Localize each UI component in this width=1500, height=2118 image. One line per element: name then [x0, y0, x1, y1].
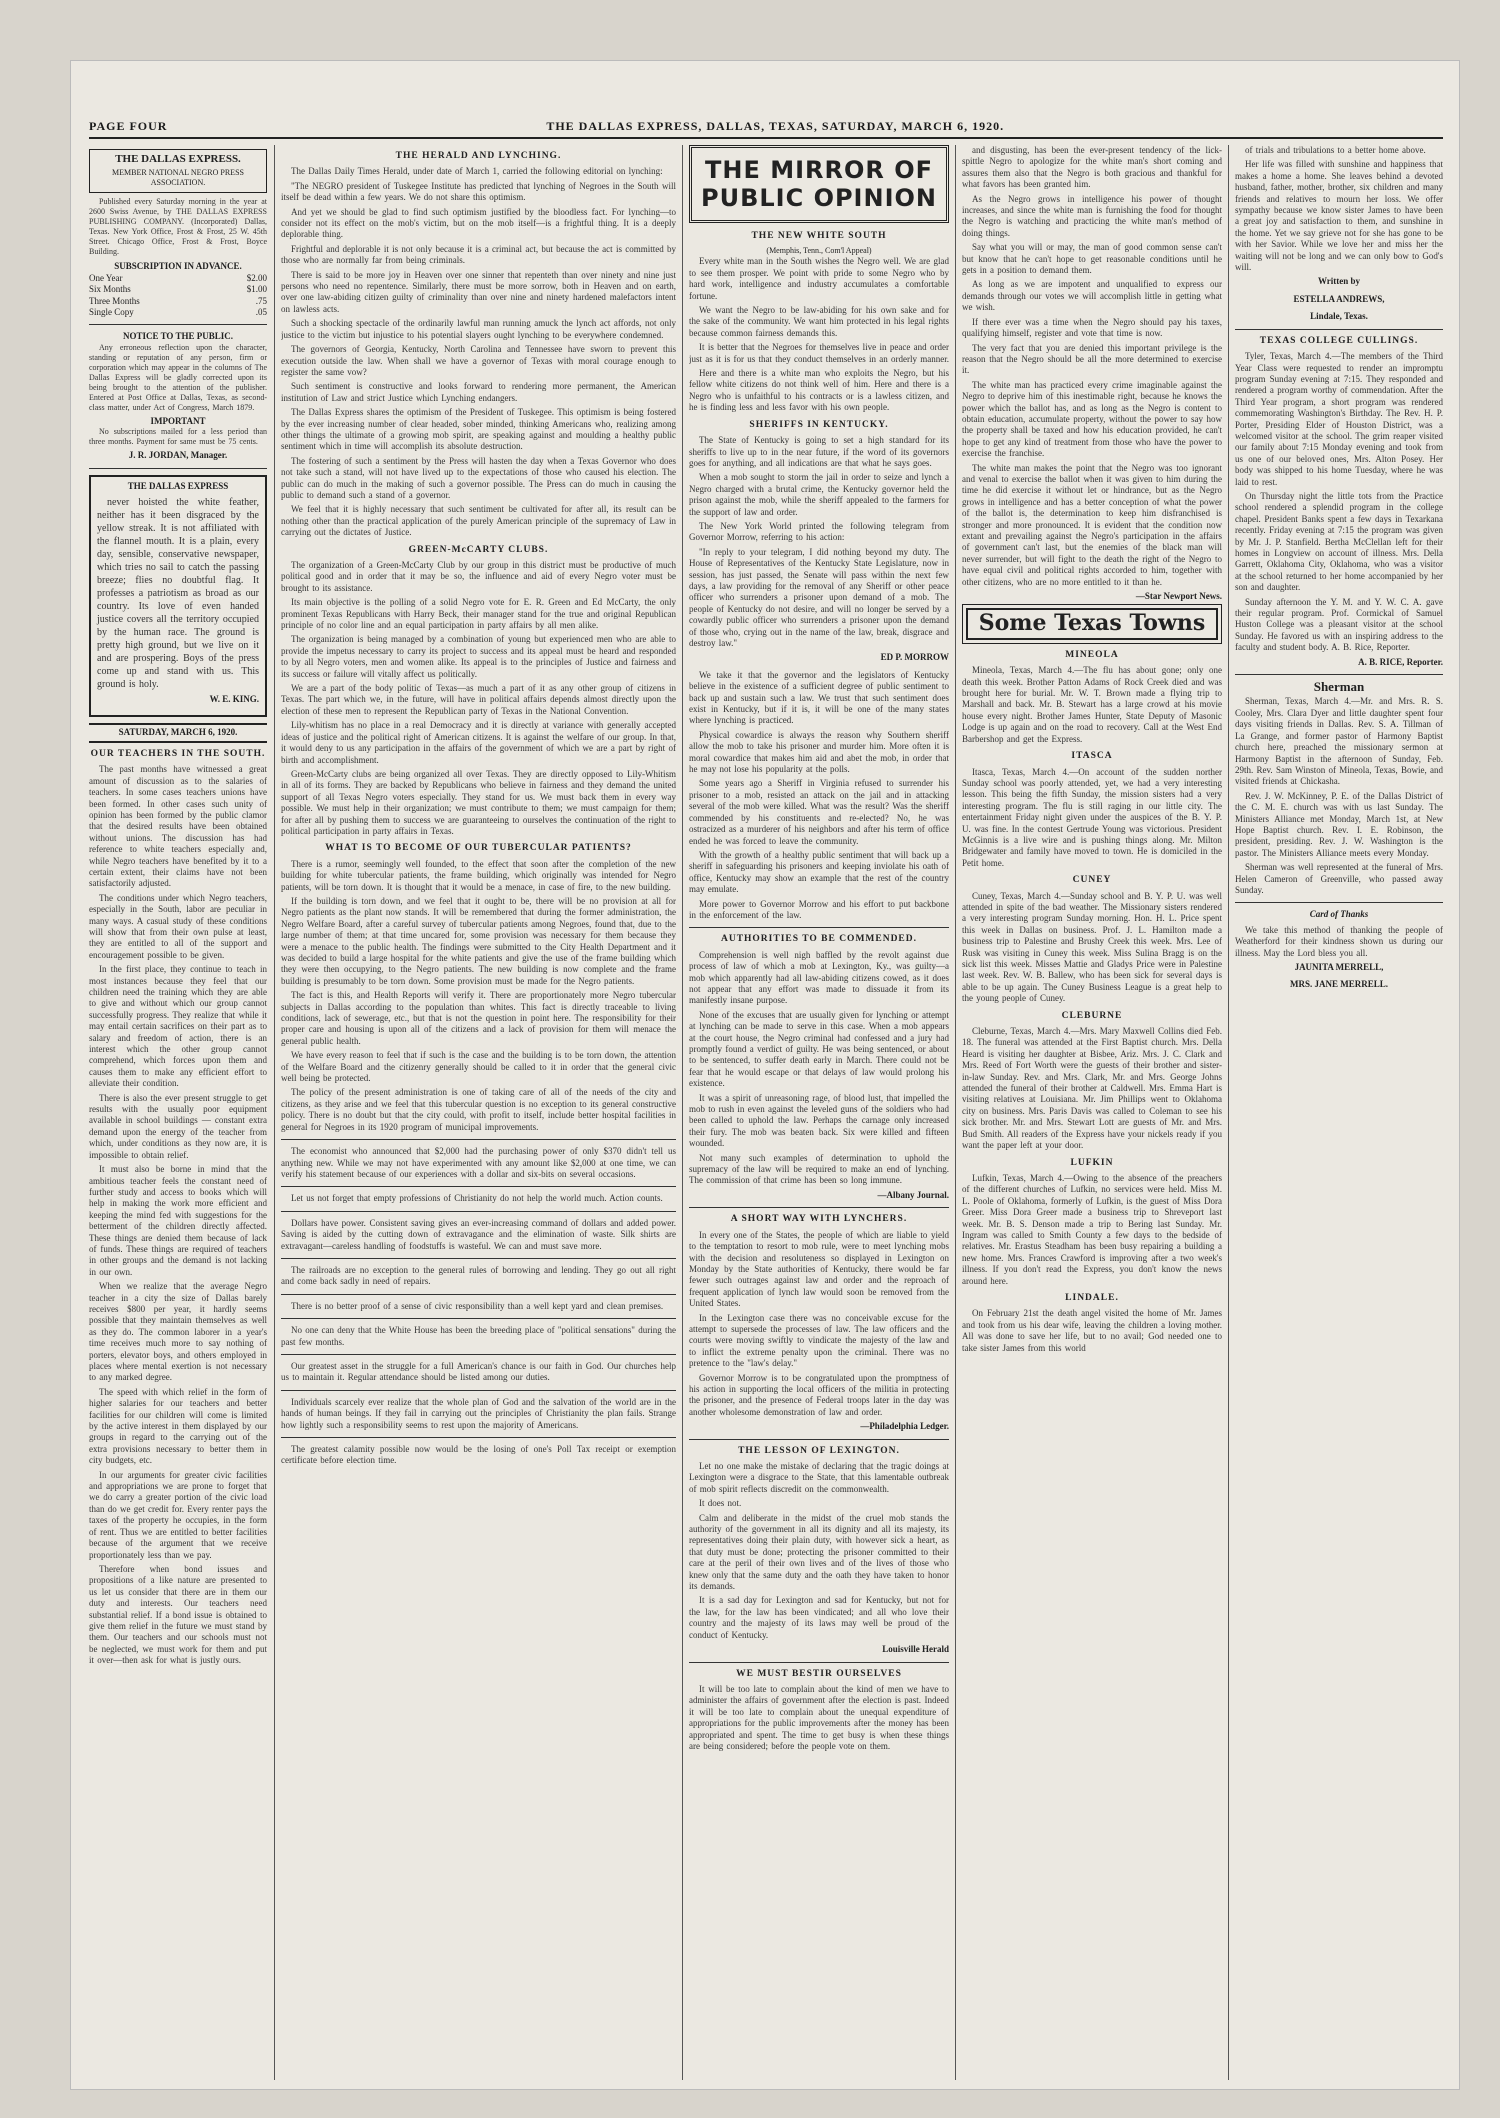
lindale-article: On February 21st the death angel visited the home of Mr. James and took from us his dear wife, leaving the children a loving mother. All was done to save her life, but to no avail; God needed one to take sister James from this world: [962, 1308, 1222, 1353]
lexington-heading: THE LESSON OF LEXINGTON.: [738, 1445, 900, 1456]
cuney-article: Cuney, Texas, March 4.—Sunday school and B. Y. P. U. was well attended in spite of the bad weather. The Missionary sisters rendered a very interesting program Sunday morning. Hon. H. L. Price spent this week in Dallas on business. Prof. J. L. Hamilton made a business trip to Palestine and Brushy Creek this week. Mrs. Lee of Rusk was visiting in Cuney this week. Miss Sulina Bragg is on the sick list this week. Misses Mattie and Gladys Price were in Palestine last week. Rev. W. B. Ballew, who has been sick for several days is able to be up again. The Cuney Business League is a great help to the young people of Cuney.: [962, 890, 1222, 1004]
subscription-label: Three Months: [89, 295, 140, 306]
mineola-heading: MINEOLA: [1065, 649, 1119, 660]
written-by-label: Written by: [1317, 276, 1361, 287]
itasca-heading: ITASCA: [1071, 751, 1113, 762]
mirror-title: THE MIRROR OF PUBLIC OPINION: [689, 145, 949, 223]
author-location: Lindale, Texas.: [1310, 311, 1368, 322]
subscription-row: [89, 296, 267, 307]
lexington-article: Let no one make the mistake of declaring that the tragic doings at Lexington were a disgrace to the State, that this lamentable outbreak of mob spirit reflects discredit on the commonwealth. It does not. Calm and deliberate in the midst of the cruel mob stands the authority of the government in all its dignity and all its majesty, its representatives doing their plain duty, with however sick a heart, as that duty must be done; protecting the prisoner committed to their care at the peril of their own lives and of the lives of those who knew only that the same duty and the oath they have taken to honor its demands. It is a sad day for Lexington and sad for Kentucky, but not for the law, for the law has been vindicated; and all who love their country and the majesty of its laws may well be proud of the conduct of Kentucky.: [689, 1461, 949, 1640]
lufkin-heading: LUFKIN: [1070, 1157, 1114, 1168]
editorial-date: SATURDAY, MARCH 6, 1920.: [89, 723, 267, 742]
author-name: ESTELLA ANDREWS,: [1293, 293, 1385, 304]
column-3: [689, 145, 949, 2080]
subscription-price: .75: [255, 295, 267, 306]
white-south-article: Every white man in the South wishes the Negro well. We are glad to see them prosper. We point with pride to some Negro who by hard work, intelligence and industry accumulates a comfortable fortune. We want the Negro to be law-abiding for his own sake and for the sake of the community. We want him protected in his legal rights because common fairness demands this. It is better that the Negroes for themselves live in peace and order just as it is for us that they conduct themselves in an orderly manner. Here and there is a white man who exploits the Negro, but his fellow white citizens do not think well of him. Here and there is a Negro who is unfaithful to his contracts or is a lawless citizen, and he is finding less and less favor with his own people.: [689, 256, 949, 413]
philly-source: —Philadelphia Ledger.: [860, 1421, 949, 1432]
lufkin-article: Lufkin, Texas, March 4.—Owing to the absence of the preachers of the different churches of Lufkin, no services were held. Miss M. L. Poole of Oklahoma, formerly of Lufkin, is the guest of Miss Dora Greer. Miss Dora Greer made a business trip to Shreveport last week. Mr. B. S. Denson made a trip to Bering last Sunday. Mr. Ingram was called to Smith County a few days to the bedside of relatives. Mr. Erastus Steadham has been busy repairing a building a new home. Mrs. Frances Crawford is improving after a two week's illness. If you don't read the Express, you don't know the news around here.: [962, 1172, 1222, 1286]
lindale-article-cont: of trials and tribulations to a better home above. Her life was filled with sunshine and happiness that makes a home a home. She leaves behind a devoted husband, father, mother, brother, six children and many friends and relatives to mourn her loss. We offer sympathy because we know sister James to have been a great joy and satisfaction to them, and sunshine in the home. Yet we say grieve not for she has gone to be with her Savior. While we love her and miss her the waiting will not be long and we can only bow to God's will.: [1235, 145, 1443, 273]
green-mccarty-heading: GREEN-McCARTY CLUBS.: [408, 544, 549, 555]
cleburne-article: Cleburne, Texas, March 4.—Mrs. Mary Maxwell Collins died Feb. 18. The funeral was attended at the First Baptist church. Mrs. Della Heard is visiting her daughter at Bisbee, Ariz. Mrs. J. C. Clark and Mrs. Reed of Fort Worth were the guests of their brother and sister-in-law Sunday. Rev. and Mrs. Clark, Mr. and Mrs. George Johns attended the funeral of their brother at Caldwell. Mrs. Emma Hart is visiting relatives at Louisiana. Mr. Jim Phillips went to Oklahoma city on business. Mrs. Paris Davis was called to Coleman to see his sick brother. Mr. and Mrs. Stewart Lott are guests of Mr. and Mrs. Bud Smith. All readers of the Express have your nickels ready if you want the paper left at your door.: [962, 1026, 1222, 1151]
paper-nameplate: [89, 149, 267, 193]
express-box-text: never hoisted the white feather, neither has it been disgraced by the yellow streak. It is not affiliated with the flannel mouth. It is a plain, every day, sensible, conservative newspaper, which tries no sail to catch the passing breeze; flies no doubtful flag. It professes a patriotism as broad as our country. Its love of even handed justice covers all the territory occupied by the human race. The ground is pretty high ground, but we live on it and are prospering. Boys of the press come up and stand with us. This ground is holy.: [97, 497, 259, 691]
column-2: [281, 145, 676, 2080]
publisher-info: Published every Saturday morning in the year at 2600 Swiss Avenue, by THE DALLAS EXPRESS PUBLISHING COMPANY. (Incorporated) Dallas, Texas. New York Office, Frost & Frost, 25 W. 45th Street. Chicago Office, Frost & Frost, Boyce Building.: [89, 197, 267, 257]
sheriffs-heading: SHERIFFS IN KENTUCKY.: [749, 419, 889, 430]
express-box-signature: W. E. KING.: [209, 694, 259, 705]
important-heading: IMPORTANT: [150, 415, 206, 426]
short-way-heading: A SHORT WAY WITH LYNCHERS.: [730, 1214, 908, 1225]
college-article: Tyler, Texas, March 4.—The members of the Third Year Class were requested to render an impromptu program Sunday evening at 7:15. They responded and rendered a program worthy of commendation. After the Third Year program, a short program was rendered commemorating Washington's Birthday. The Rev. H. P. Porter, Presiding Elder of Houston District, was a welcomed visitor at the school. The grim reaper visited our family about 7:15 Monday evening and took from us one of our beloved ones, Mrs. Alton Posey. Her body was shipped to his home Tuesday, where he was laid to rest. On Thursday night the little tots from the Practice school rendered a splendid program in the college chapel. President Banks spent a few days in Texarkana recently. Friday evening at 7:15 the program was given by Mr. J. P. Stanfield. Bertha McClellan left for their homes in Longview on account of illness. Mrs. Della Garrett, Oklahoma City, Oklahoma, who was a visitor at the school returned to her home accompanied by her son and daughter. Sunday afternoon the Y. M. and Y. W. C. A. gave their regular program. Prof. Cormickal of Samuel Huston College was a pleasant visitor at the school Sunday. He favored us with an inspiring address to the faculty and student body. A. B. Rice, Reporter.: [1235, 351, 1443, 653]
notice-heading: NOTICE TO THE PUBLIC.: [122, 331, 234, 342]
teachers-article: The past months have witnessed a great amount of discussion as to the salaries of teachers. In some cases teachers unions have been formed. In other cases such unity of opinion has been formed by the public clamor that the desired results have been obtained without unions. The discussion has had reference to white teachers especially and, while Negro teachers have benefited by it to a certain extent, their claims have not been satisfactorily adjusted. The conditions under which Negro teachers, especially in the South, labor are peculiar in many ways. A casual study of these conditions will show that from their own pulse at least, they are entitled to all of the support and encouragement possible to be given. In the first place, they continue to teach in most instances because they feel that our children need the training which they are able to give and without which our group cannot successfully progress. They realize that while it may entail certain sacrifices on their part as to salary and freedom of action, there is an interest which the other group cannot comprehend, which forces upon them and causes them to make any efficient effort to alleviate their condition. There is also the ever present struggle to get results with the usually poor equipment available in school buildings — constant extra demand upon the energy of the teacher from which, under conditions as they now are, it is impossible to obtain relief. It must also be borne in mind that the ambitious teacher feels the constant need of further study and access to books which will help in making the work more efficient and keeping the mind fed with suggestions for the betterment of the children directly affected. These things are denied them because of lack of funds. These things are required of teachers in other groups and the demand is not lacking in our own. When we realize that the average Negro teacher in a city the size of Dallas barely receives $800 per year, it hardly seems possible that they maintain themselves as well as they do. The common laborer in a year's time receives much more to say nothing of porters, elevator boys, and others employed in places where mental exertion is not necessary to any marked degree. The speed with which relief in the form of higher salaries for our teachers and better facilities for our children will come is limited by the active interest in them displayed by our groups in regard to the carrying out of the extra provisions necessary to better them in city budgets, etc. In our arguments for greater civic facilities and appropriations we are prone to forget that we do carry a greater portion of the civic load than do we get credit for. Every renter pays the taxes of the property he occupies, in the form of rent. Thus we are entitled to better facilities because of the argument that we receive proportionately less than we pay. Therefore when bond issues and propositions of a like nature are presented to us let us consider that there are in them our duty and interests. Our teachers need substantial relief. If a bond issue is obtained to give them relief in the future we must stand by them. Our teachers and our schools must not be neglected, we must work for them and put it over—then ask for what is justly ours.: [89, 764, 267, 1666]
sherman-heading: Sherman: [1313, 679, 1365, 695]
column-5: [1235, 145, 1443, 2080]
tubercular-article: There is a rumor, seemingly well founded, to the effect that soon after the completion of the new building for white tubercular patients, the frame building, which originally was intended for Negro patients, will be torn down. It is thought that it would be a menace, in case of fire, to the new building. If the building is torn down, and we feel that it ought to be, there will be no provision at all for Negro patients as the plant now stands. It will be remembered that during the former administration, the Negro Welfare Board, after a careful survey of tubercular patients among Negroes, found that, due to the large number of them; at that time uncared for, some provision was necessary for them because they were a menace to the public health. The findings were submitted to the City Health Department and it was decided to build a large hospital for the white patients and give the use of the frame building which they were then occupying, to the Negro patients. The new building is now complete and the frame building is presumably to be torn down. Some provision must be made for the Negro patients. The fact is this, and Health Reports will verify it. There are proportionately more Negro tubercular subjects in Dallas according to the population than whites. This fact is directly traceable to living conditions, lack of sewerage, etc., but that is not the question in point here. The responsibility for their proper care and housing is upon all of the citizens and a lack of provision for them will menace the general public health. We have every reason to feel that if such is the case and the building is to be torn down, the attention of the Welfare Board and the citizenry generally should be called to it in order that the general civic well being be protected. The policy of the present administration is one of taking care of all of the needs of the city and citizens, as they arise and we feel that this tubercular question is no exception to its general constructive policy. There is no doubt but that the city could, with profit to itself, include better hospital facilities in general for Negroes in its 1920 program of municipal improvements. The economist who announced that $2,000 had the purchasing power of only $370 didn't tell us anything new. While we may not have experimented with any amount like $2,000 at one time, we can verify his statement because of our experiences with a dollar and six-bits on several occasions. Let us not forget that empty professions of Christianity do not help the world much. Action counts. Dollars have power. Consistent saving gives an ever-increasing command of dollars and added power. Saving is aided by the cutting down of extravagance and the elimination of waste. Silk shirts are extravagant—careless handling of foodstuffs is wasteful. We can and must save more. The railroads are no exception to the general rules of borrowing and lending. They go out all right and come back sadly in need of repairs. There is no better proof of a sense of civic responsibility than a well kept yard and clean premises. No one can deny that the White House has been the breeding place of "political sensations" during the past few months. Our greatest asset in the struggle for a full American's chance is our faith in God. Our churches help us to maintain it. Regular attendance should be listed among our duties. Individuals scarcely ever realize that the whole plan of God and the salvation of the world are in the hands of human beings. If they fail in carrying out the principles of Christianity the plan fails. Strange how lightly such a responsibility seems to rest upon the majority of Americans. The greatest calamity possible now would be the losing of one's Poll Tax receipt or exemption certificate before election time.: [281, 858, 676, 1466]
bestir-heading: WE MUST BESTIR OURSELVES: [736, 1668, 902, 1679]
subscription-label: One Year: [89, 272, 123, 283]
express-box-title: THE DALLAS EXPRESS: [127, 480, 229, 491]
herald-article: The Dallas Daily Times Herald, under date of March 1, carried the following editorial on lynching: "The NEGRO president of Tuskegee Institute has predicted that lynching of Negroes in the South will itself be dead within a few years. We do not share this optimism. And yet we should be glad to find such optimism justified by the bloodless fact. For lynching—to consider not its effect on the mob's victim, but on the mob itself—is a frightful thing. It is a deeply deplorable thing. Frightful and deplorable it is not only because it is a criminal act, but because the act is committed by those who are normally far from being criminals. There is said to be more joy in Heaven over one sinner that repenteth than over ninety and nine just persons who need no repentence. Similarly, there must be more sorrow, both in Heaven and on earth, over one law-abiding citizen guilty of criminality than over nine and ninety hardened malefactors intent on lawless acts. Such a shocking spectacle of the ordinarily lawful man running amuck the lynch act affords, not only justice to the victim but injustice to his potential slayers ought lynching to be everywhere condemned. The governors of Georgia, Kentucky, North Carolina and Tennessee have sworn to prevent this execution outside the law. When shall we have a governor of Texas with moral courage enough to register the same vow? Such sentiment is constructive and looks forward to rendering more permanent, the American institution of Law and strict Justice which Lynching endangers. The Dallas Express shares the optimism of the President of Tuskegee. This optimism is being fostered by the ever increasing number of clear headed, sober minded, thinking Americans who, realizing among other things the ultimate of a growing mob spirit, are speaking against and moulding a healthy public sentiment which in time will accomplish its absolute destruction. The fostering of such a sentiment by the Press will hasten the day when a Texas Governor who does not take such a stand, will not have lived up to the expectations of those who caused his election. The public can do much in the making of such a governor possible. The Press can do much in causing the public to demand such a stand of a governor. We feel that it is highly necessary that such sentiment be cultivated for after all, its result can be nothing other than the practical application of the purely American principle of the supremacy of Law in carrying out the dictates of Justice.: [281, 166, 676, 538]
subscription-label: Single Copy: [89, 307, 134, 318]
manager-line: J. R. JORDAN, Manager.: [128, 450, 228, 461]
column-1: [89, 145, 267, 2080]
authorities-article: Comprehension is well nigh baffled by the revolt against due process of law of which a mob at Lexington, Ky., was guilty—a mob which apparently had all law-abiding citizens cowed, as it does not appear that any effort was made to dissuade it from its manifestly insane purpose. None of the excuses that are usually given for lynching or attempt at lynching can be made to serve in this case. When a mob appears at the court house, the Negro criminal had confessed and a jury had promptly found a verdict of guilty. He was being sentenced, or about to be sentenced, to suffer death early in March. There could not be fear that he would escape or that delays of law would prolong his existence. It was a spirit of unreasoning rage, of blood lust, that impelled the mob to rush in even against the leveled guns of the soldiers who had been called to uphold the law. Perhaps the carnage only increased their fury. The mob was beaten back. Six were killed and fifteen wounded. Not many such examples of determination to uphold the supremacy of the law will be required to make an end of lynching. The commission of that crime has been so long immune.: [689, 949, 949, 1186]
thanks-sig-1: JAUNITA MERRELL,: [1294, 962, 1384, 972]
cleburne-heading: CLEBURNE: [1061, 1010, 1123, 1021]
bestir-article: It will be too late to complain about the kind of men we have to administer the affairs of government after the election is past. Indeed it will be too late to complain about the unequal expenditure of appropriations for the public improvements after the money has been appropriated and spent. The time to get busy is when these things are being considered; before the people vote on them.: [689, 1683, 949, 1751]
subscription-price: $2.00: [246, 272, 267, 283]
subscription-row: [89, 284, 267, 295]
notice-text: Any erroneous reflection upon the character, standing or reputation of any person, firm or corporation which may appear in the columns of The Dallas Express will be gladly corrected upon its being brought to the attention of the publisher. Entered at Post Office at Dallas, Texas, as second-class matter, under Act of Congress, March 1879.: [89, 342, 267, 412]
masthead-title: THE DALLAS EXPRESS, DALLAS, TEXAS, SATURDAY, MARCH 6, 1920.: [546, 119, 1005, 133]
subscription-label: Six Months: [89, 284, 131, 295]
white-south-heading: THE NEW WHITE SOUTH: [751, 231, 887, 241]
negro-article: and disgusting, has been the ever-present tendency of the lick-spittle Negro to apologize for the white man's short coming and assures them also that the Negro is both gracious and thankful for what favors has been granted him. As the Negro grows in intelligence his power of thought increases, and since the white man is furnishing the food for thought the Negro is watching and practicing the white man's method of doing things. Say what you will or may, the man of good common sense can't but know that he can't hope to get reasonable conditions until he gets in a position to demand them. As long as we are impotent and unqualified to express our demands through our votes we will accomplish little in getting what we wish. If there ever was a time when the Negro should pay his taxes, qualifying himself, register and vote that time is now. The very fact that you are denied this important privilege is the reason that the Negro should be all the more determined to exercise it. The white man has practiced every crime imaginable against the Negro to deprive him of this inestimable right, because he knows the power which the ballot has, and as long as the Negro is content to obtain education, accumulate property, without the power to say how the property shall be taxed and how his education provided, he can't hope to get any kind of treatment from those who have the power to exercise the franchise. The white man makes the point that the Negro was too ignorant and venal to exercise the ballot when it was given to him during the time he did exercise it without let or hindrance, but as the Negro grows in intelligence and has a better conception of what the power of the ballot is, the determination to keep him disfranchised is stronger and more pronounced. It is evident that the condition now extant and prevailing against the Negro's participation in the affairs of government can't last, but the enemies of the black man will never surrender, but will fight to the death the right of the Negro to have equal civil and political rights accorded to him, together with other citizens, who are no more entitled to it than he.: [962, 145, 1222, 587]
subscription-table: [89, 273, 267, 319]
college-heading: TEXAS COLLEGE CULLINGS.: [1259, 335, 1419, 346]
green-mccarty-article: The organization of a Green-McCarty Club by our group in this district must be productive of much political good and in order that it may be so, the influence and aid of every Negro voter must be brought to its assistance. Its main objective is the polling of a solid Negro vote for E. R. Green and Ed McCarty, the only prominent Texas Republicans with Harry Beck, their manager stand for the true and original Republican principle of no color line and an equal participation in party affairs by all men alike. The organization is being managed by a combination of young but experienced men who are able to provide the impetus necessary to carry its project to success and its appeal must be heard and responded to by all Negro voters, men and women alike. Its appeal is to the principles of Justice and fairness and its success or failure will vitally affect us politically. We are a part of the body politic of Texas—as much a part of it as any other group of citizens in Texas. The part which we, in the future, will have in political affairs depends almost directly upon the election of these men to represent the Republican party of Texas in the National Convention. Lily-whitism has no place in a real Democracy and it is directly at variance with generally accepted ideas of justice and the political right of American citizens. It is against the welfare of our group. In that, it would deny to us any participation in the affairs of the government of which we are a part by right of birth and accomplishment. Green-McCarty clubs are being organized all over Texas. They are directly opposed to Lily-Whitism in all of its forms. They are backed by Republicans who believe in fairness and they demand the united support of all Texas Negro voters especially. They stand for us. We must back them in every way possible. We must help in their organization; we must contribute to them; we must campaign for them; for after all by pushing them to success we are guaranteeing to ourselves the continuation of the right to political participation in party affairs in Texas.: [281, 560, 676, 836]
press-membership: MEMBER NATIONAL NEGRO PRESS ASSOCIATION.: [112, 168, 244, 188]
paper-name: THE DALLAS EXPRESS.: [115, 153, 241, 165]
column-4: [962, 145, 1222, 2080]
authorities-heading: AUTHORITIES TO BE COMMENDED.: [720, 934, 918, 945]
thanks-sig-2: MRS. JANE MERRELL.: [1289, 979, 1388, 990]
texas-towns-header: Some Texas Towns: [966, 608, 1218, 639]
sheriffs-article: The State of Kentucky is going to set a high standard for its sheriffs to live up to in the near future, if the word of its governors goes for anything, and all indications are that what he says goes. When a mob sought to storm the jail in order to seize and lynch a Negro charged with a brutal crime, the Kentucky governor held the prison against the mob, while the sheriff appealed to the farmers for the support of law and order. The New York World printed the following telegram from Governor Morrow, referring to his action: "In reply to your telegram, I did nothing beyond my duty. The House of Representatives of the Kentucky State Legislature, now in session, has just passed, the Senate will pass within the next few days, a law providing for the removal of any Sheriff or other peace officer who surrenders a prisoner upon demand of a mob. The people of Kentucky do not desire, and will no longer be served by a cowardly public officer who surrenders a prisoner upon the demand of those who, crying out in the name of the law, break, disgrace and destroy law.": [689, 435, 949, 648]
reporter-sig: A. B. RICE, Reporter.: [1358, 656, 1443, 667]
subscription-row: [89, 307, 267, 318]
louisville-source: Louisville Herald: [882, 1644, 949, 1655]
lindale-heading: LINDALE.: [1065, 1292, 1119, 1303]
sherman-article: Sherman, Texas, March 4.—Mr. and Mrs. R. S. Cooley, Mrs. Clara Dyer and little daughter spent four days visiting friends in Dallas. Rev. S. A. Tillman of La Grange, and former pastor of Harmony Baptist church here, preached the missionary sermon at Harmony Baptist in the afternoon of Sunday, Feb. 29th. Rev. Sam Winston of Mineola, Texas, Bowie, and visited friends at Chickasha. Rev. J. W. McKinney, P. E. of the Dallas District of the C. M. E. church was with us last Sunday. The Ministers Alliance met Monday, March 1st, at New Hope Baptist church. Rev. I. E. Robinson, the president, presiding. Rev. J. W. Washington is the pastor. The Ministers Alliance meets every Monday. Sherman was well represented at the funeral of Mrs. Helen Cameron of Greenville, who passed away Sunday.: [1235, 696, 1443, 895]
thanks-article: We take this method of thanking the people of Weatherford for their kindness shown us during our illness. May the Lord bless you all.: [1235, 924, 1443, 958]
star-news-source: —Star Newport News.: [1135, 591, 1222, 602]
thanks-heading: Card of Thanks: [1309, 909, 1369, 920]
sheriffs-article-cont: We take it that the governor and the legislators of Kentucky believe in the existence of a sufficient degree of public sentiment to back up and sustain such a law. We trust that such sentiment does exist in Kentucky, but if it is, it will be one of the many states where lynching is practiced. Physical cowardice is always the reason why Southern sheriff allow the mob to take his prisoner and murder him. More often it is moral cowardice that makes him aid and abet the mob, in order that he may not lose his popularity at the polls. Some years ago a Sheriff in Virginia refused to surrender his prisoner to a mob, resisted an attack on the jail and in attacking several of the mob were killed. What was the result? Was the sheriff commended by his constituents and re-elected? No, he was ostracized as a murderer of his neighbors and after his term of office ended he was forced to leave the community. With the growth of a healthy public sentiment that will back up a sheriff in safeguarding his prisoners and keeping inviolate his oath of office, Kentucky may show an example that the rest of the country may emulate. More power to Governor Morrow and his effort to put backbone in the enforcement of the law.: [689, 669, 949, 920]
page-number: PAGE FOUR: [89, 119, 168, 133]
mineola-article: Mineola, Texas, March 4.—The flu has about gone; only one death this week. Brother Patton Adams of Rock Creek died and was brought here for burial. Mr. W. T. Brown made a flying trip to Marshall and back. Mr. B. Stewart has a large crowd at his movie house every night. Brother James Hunter, State Deputy of Masonic Lodge is up again and on the road to recovery. Call at the West End Barbershop and get the Express.: [962, 665, 1222, 744]
teachers-heading: OUR TEACHERS IN THE SOUTH.: [90, 748, 266, 759]
subscription-price: $1.00: [246, 284, 267, 295]
subscription-price: .05: [255, 307, 267, 318]
subscription-heading: SUBSCRIPTION IN ADVANCE.: [114, 261, 242, 272]
cuney-heading: CUNEY: [1072, 875, 1112, 886]
important-text: No subscriptions mailed for a less period than three months. Payment for same must be 75 cents.: [89, 427, 267, 447]
itasca-article: Itasca, Texas, March 4.—On account of the sudden norther Sunday school was poorly attended, yet, we had a very interesting lesson. This being the fifth Sunday, the mission sisters had a very interesting program. The flu is still raging in our little city. The entertainment Friday night given under the auspices of the B. Y. P. U. was fine. In the contest Gertrude Young was victorious. President McGinnis is a live wire and is pushing things along. Mr. Milton Bridgewater and family have moved to town. He is domiciled in the Petit home.: [962, 766, 1222, 868]
tubercular-heading: WHAT IS TO BECOME OF OUR TUBERCULAR PATIENTS?: [325, 843, 632, 854]
masthead: [89, 117, 1443, 139]
morrow-signature: ED P. MORROW: [880, 652, 949, 663]
newspaper-page: [70, 60, 1460, 2090]
short-way-article: In every one of the States, the people of which are liable to yield to the temptation to resort to mob rule, were to meet lynching mobs with the decision and resoluteness so displayed in Lexington on Monday by the State authorities of Kentucky, there would be far fewer such outrages against law and order and the reproach of frequent application of lynch law would soon be removed from the United States. In the Lexington case there was no conceivable excuse for the attempt to supersede the processes of law. The law officers and the courts were moving swiftly to vindicate the majesty of the law and to inflict the extreme penalty upon the criminal. There was no pretence to the "law's delay." Governor Morrow is to be congratulated upon the promptness of his action in supporting the local officers of the militia in protecting the prisoner, and the presence of Federal troops later in the day was another wholesome demonstration of law and order.: [689, 1229, 949, 1417]
subscription-row: [89, 273, 267, 284]
express-editorial-box: [89, 475, 267, 718]
albany-source: —Albany Journal.: [877, 1189, 949, 1200]
herald-heading: THE HERALD AND LYNCHING.: [395, 151, 562, 161]
white-south-source: (Memphis, Tenn., Com'l Appeal): [766, 246, 872, 256]
